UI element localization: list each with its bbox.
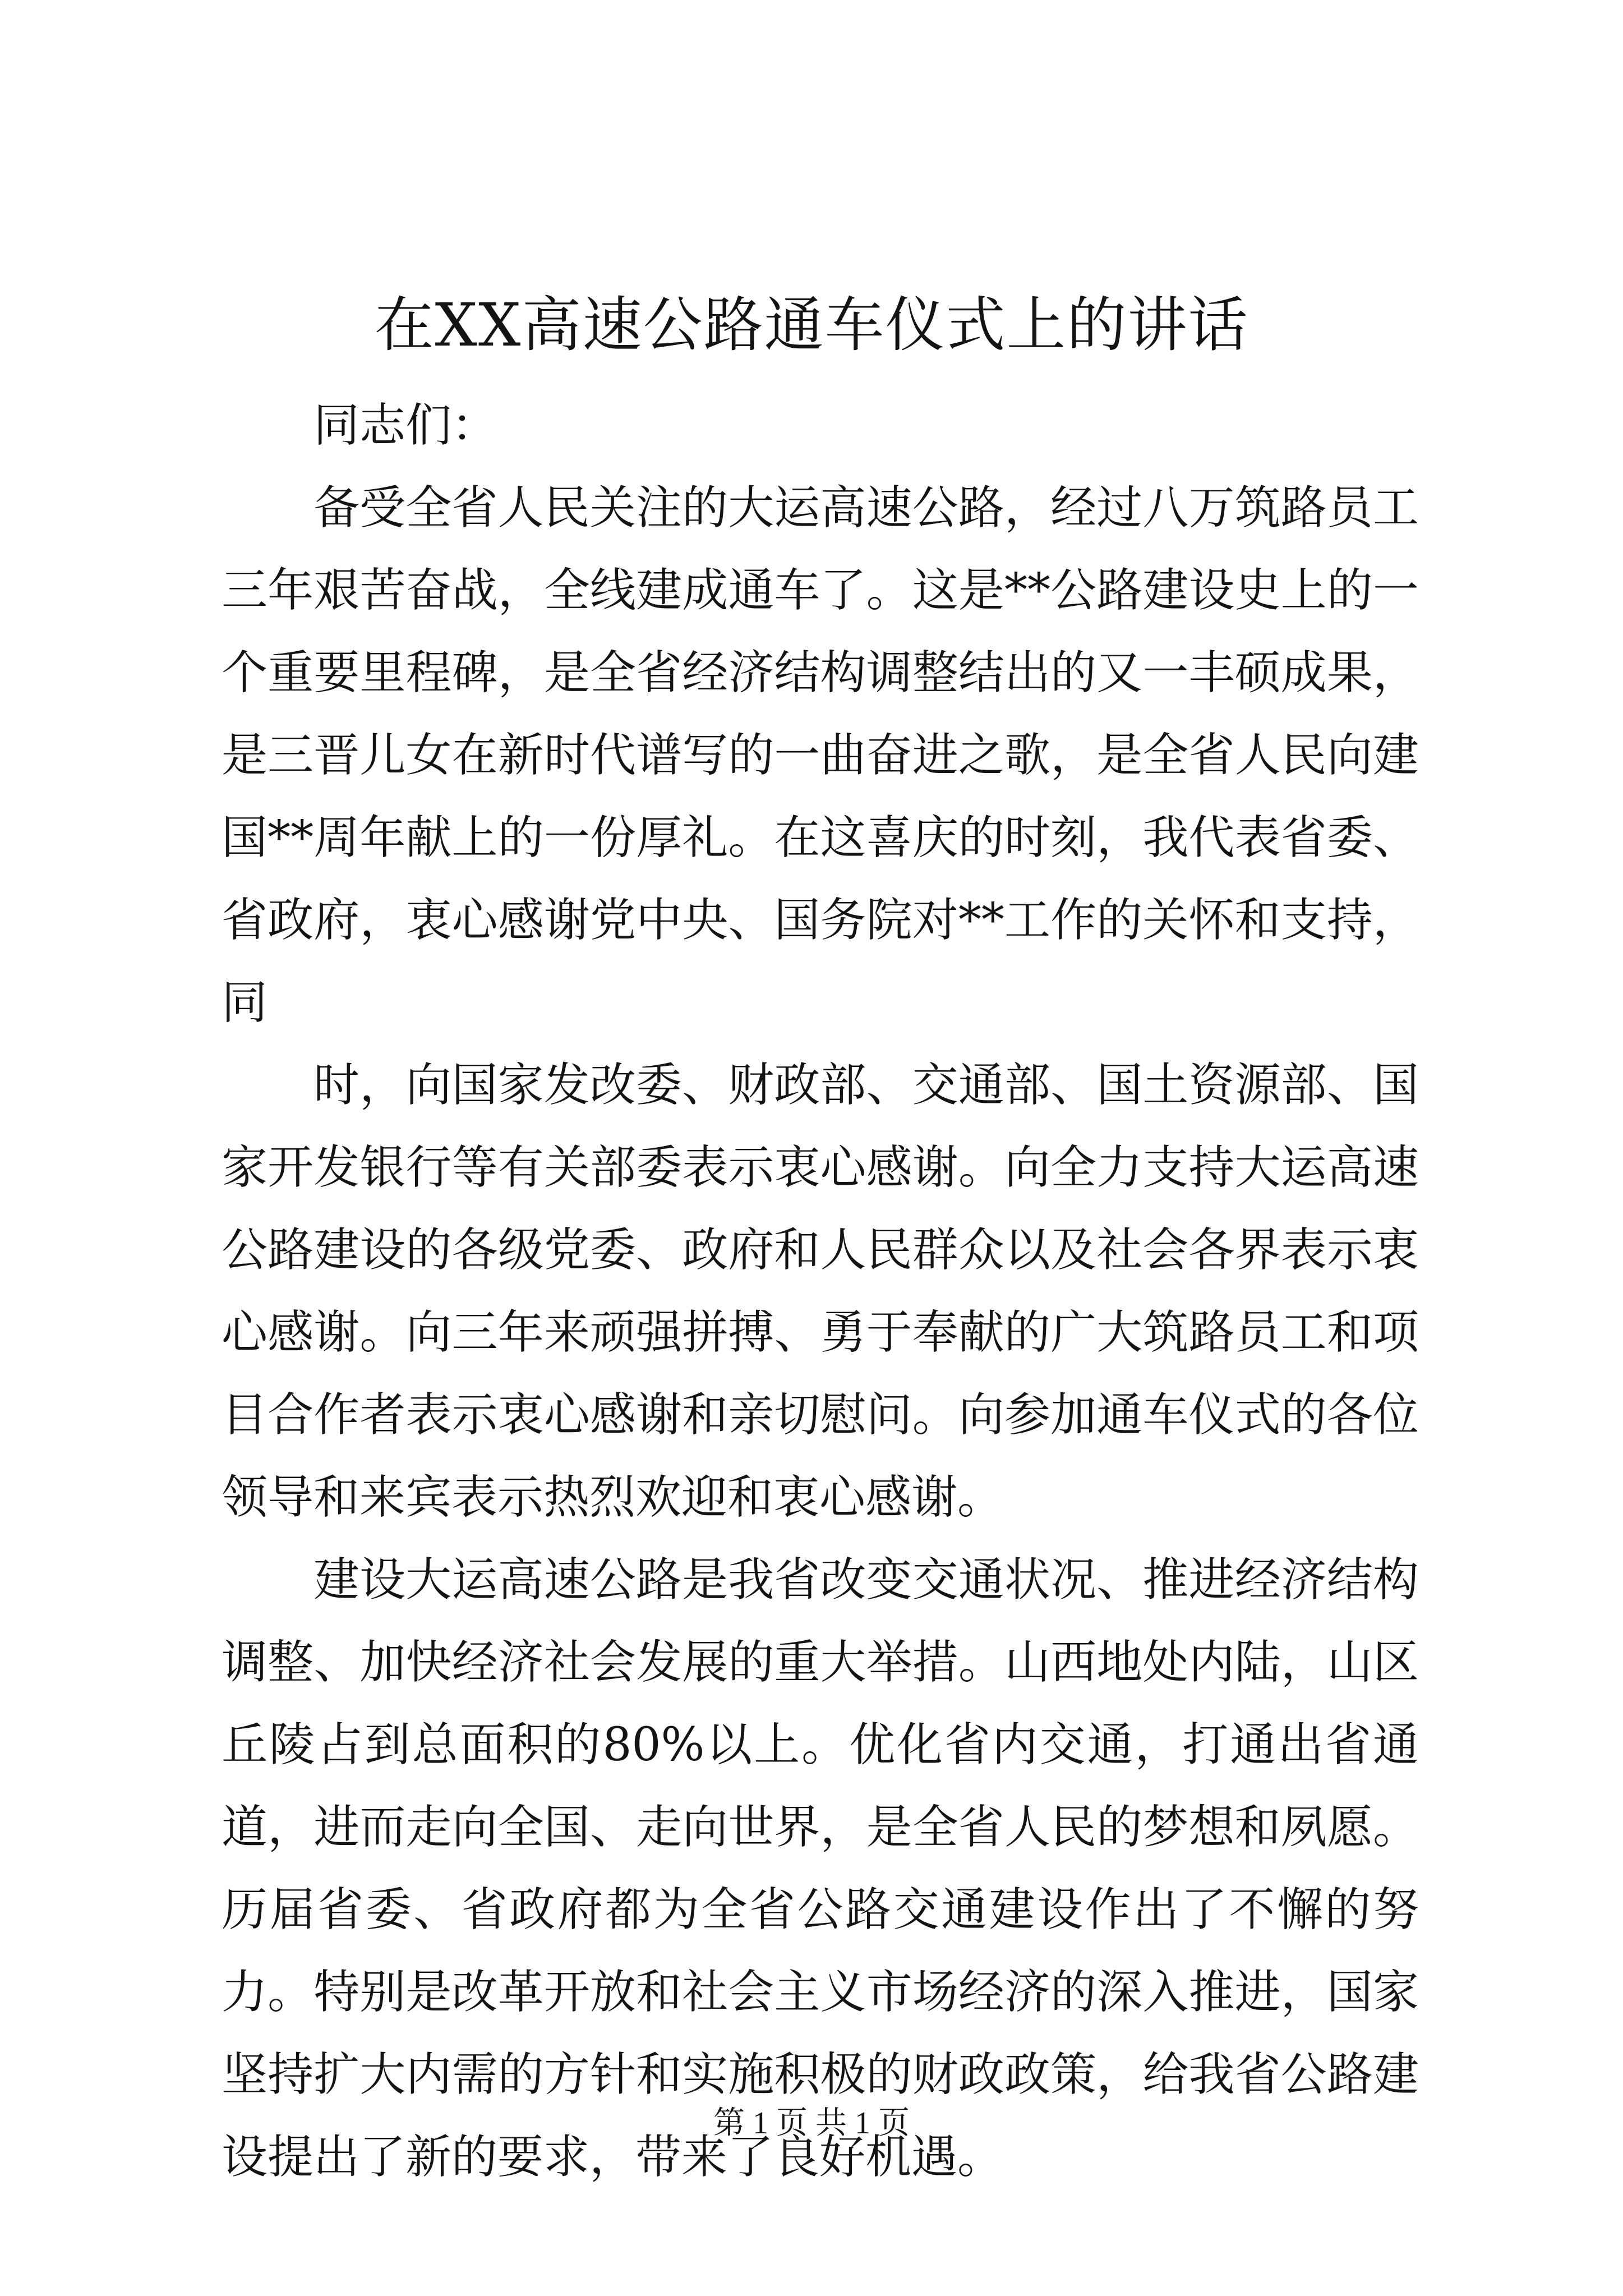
body-paragraph-1: 备受全省人民关注的大运高速公路，经过八万筑路员工三年艰苦奋战，全线建成通车了。这是**公路建设史上的一个重要里程碑，是全省经济结构调整结出的又一丰硕成果，是三晋儿女在新时代谱写的一曲奋进之歌，是全省人民向建国**周年献上的一份厚礼。在这喜庆的时刻，我代表省委、省政府，衷心感谢党中央、国务院对**工作的关怀和支持，同 xyxy=(222,481,1419,1029)
body-paragraph-3: 建设大运高速公路是我省改变交通状况、推进经济结构调整、加快经济社会发展的重大举措。山西地处内陆，山区丘陵占到总面积的80%以上。优化省内交通，打通出省通道，进而走向全国、走向世界，是全省人民的梦想和夙愿。历届省委、省政府都为全省公路交通建设作出了不懈的努力。特别是改革开放和社会主义市场经济的深入推进，国家坚持扩大内需的方针和实施积极的财政政策，给我省公路建设提出了新的要求，带来了良好机遇。 xyxy=(222,1553,1419,2184)
page-number-footer: 第 1 页 共 1 页 xyxy=(713,2106,910,2141)
document-title: 在XX高速公路通车仪式上的讲话 xyxy=(374,291,1249,360)
document-body xyxy=(222,384,1419,2198)
body-paragraph-2: 时，向国家发改委、财政部、交通部、国土资源部、国家开发银行等有关部委表示衷心感谢。向全力支持大运高速公路建设的各级党委、政府和人民群众以及社会各界表示衷心感谢。向三年来顽强拼搏、勇于奉献的广大筑路员工和项目合作者表示衷心感谢和亲切慰问。向参加通车仪式的各位领导和来宾表示热烈欢迎和衷心感谢。 xyxy=(222,1059,1419,1524)
salutation: 同志们： xyxy=(313,399,498,452)
